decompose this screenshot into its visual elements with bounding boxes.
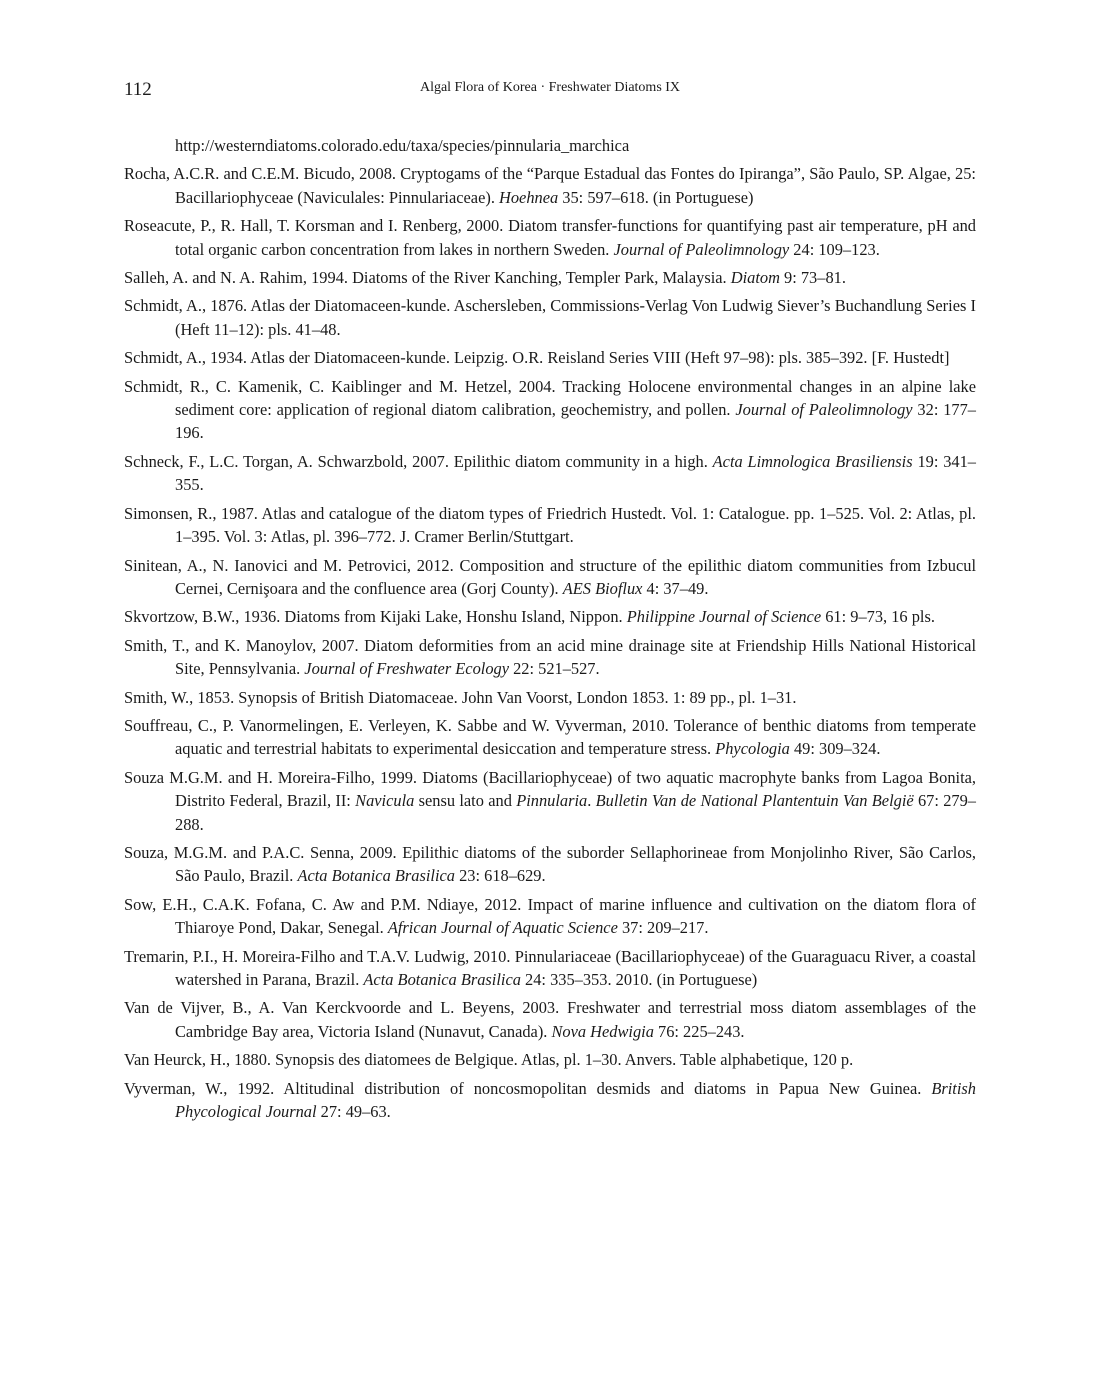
reference-entry [124,996,976,1043]
reference-text: 49: 309–324. [789,739,881,759]
reference-text: Schmidt, R., C. Kamenik, C. Kaiblinger and M. Hetzel, 2004. Tracking Holocene environmental changes in an alpine lake sediment core: application of regional diatom calibration, geochemistry, and pollen. [124,376,976,420]
reference-text: Van de Vijver, B., A. Van Kerckvoorde and L. Beyens, 2003. Freshwater and terrestrial moss diatom assemblages of the Cambridge Bay area, Victoria Island (Nunavut, Canada). [124,998,976,1041]
reference-text: Smith, W., 1853. Synopsis of British Diatomaceae. John Van Voorst, London 1853. 1: 89 pp., pl. 1–31. [124,687,797,707]
reference-italic-text: Pinnularia [516,791,588,811]
reference-entry [124,294,976,341]
reference-italic-text: Phycologia [715,739,790,759]
reference-italic-text: Journal of Paleolimnology [735,400,913,420]
reference-italic-text: AES Bioflux [562,578,643,598]
reference-text: 27: 49–63. [316,1102,391,1122]
reference-text: 61: 9–73, 16 pls. [821,607,935,627]
reference-italic-text: Acta Botanica Brasilica [363,970,521,989]
reference-italic-text: African Journal of Aquatic Science [387,918,618,938]
reference-entry [124,714,976,761]
reference-text: Vyverman, W., 1992. Altitudinal distribution of noncosmopolitan desmids and diatoms in Papua New Guinea. [124,1078,932,1098]
reference-text: Schneck, F., L.C. Torgan, A. Schwarzbold, 2007. Epilithic diatom community in a high. [124,451,713,471]
reference-entry [124,945,976,992]
reference-continuation [124,134,976,157]
reference-entry [124,554,976,601]
reference-entry [124,605,976,628]
reference-text: Schmidt, A., 1934. Atlas der Diatomaceen-kunde. Leipzig. O.R. Reisland Series VIII (Heft 97–98): pls. 385–392. [F. Hustedt] [124,348,950,368]
reference-entry [124,893,976,940]
reference-italic-text: Nova Hedwigia [551,1021,654,1041]
reference-text: 9: 73–81. [779,268,846,288]
reference-text: 24: 109–123. [789,239,880,259]
reference-text: sensu lato and [414,791,517,811]
reference-text: Simonsen, R., 1987. Atlas and catalogue of the diatom types of Friedrich Hustedt. Vol. 1: Catalogue. pp. 1–525. Vol. 2: Atlas, pl. 1–395. Vol. 3: Atlas, pl. 396–772. J. Cramer Berlin/Stuttgart. [124,503,976,547]
reference-italic-text: Philippine Journal of Science [626,607,822,627]
reference-text: Van Heurck, H., 1880. Synopsis des diatomees de Belgique. Atlas, pl. 1–30. Anvers. Table alphabetique, 120 p. [124,1050,854,1070]
page-number: 112 [124,79,152,100]
reference-text: Souza M.G.M. and H. Moreira-Filho, 1999. Diatoms (Bacillariophyceae) of two aquatic macrophyte banks from Lagoa Bonita, Distrito Federal, Brazil, II: [124,767,976,811]
reference-entry [124,686,976,709]
reference-entry [124,266,976,289]
reference-text: Skvortzow, B.W., 1936. Diatoms from Kijaki Lake, Honshu Island, Nippon. [124,607,627,627]
reference-text: 35: 597–618. (in Portuguese) [558,187,754,207]
reference-text: Salleh, A. and N. A. Rahim, 1994. Diatoms of the River Kanching, Templer Park, Malaysia. [124,268,731,288]
reference-text: Schmidt, A., 1876. Atlas der Diatomaceen-kunde. Aschersleben, Commissions-Verlag Von Ludwig Siever’s Buchandlung Series I (Heft 11–12): pls. 41–48. [124,296,976,339]
reference-italic-text: Bulletin Van de National Plantentuin Van België [595,791,914,811]
reference-text: 32: 177–196. [175,400,976,443]
reference-italic-text: Navicula [355,791,415,811]
reference-text: 24: 335–353. 2010. (in Portuguese) [520,970,758,989]
reference-italic-text: Journal of Freshwater Ecology [304,659,509,679]
reference-italic-text: Hoehnea [499,187,559,207]
reference-text: 19: 341–355. [175,451,977,495]
reference-text: Souffreau, C., P. Vanormelingen, E. Verleyen, K. Sabbe and W. Vyverman, 2010. Tolerance of benthic diatoms from temperate aquatic and terrestrial habitats to experimental desiccation and temperature stress. [124,715,976,759]
reference-text: Souza, M.G.M. and P.A.C. Senna, 2009. Epilithic diatoms of the suborder Sellaphorineae from Monjolinho River, São Carlos, São Paulo, Brazil. [124,842,976,886]
reference-entry [124,162,976,209]
reference-text: 37: 209–217. [617,918,709,938]
reference-text: Rocha, A.C.R. and C.E.M. Bicudo, 2008. Cryptogams of the “Parque Estadual das Fontes do Ipiranga”, São Paulo, SP. Algae, 25: Bacillariophyceae (Naviculales: Pinnulariaceae). [124,164,976,207]
reference-text: 4: 37–49. [642,578,709,598]
reference-list [124,134,976,1128]
reference-text: 22: 521–527. [509,659,600,679]
reference-italic-text: British Phycological Journal [175,1078,976,1122]
reference-italic-text: Journal of Paleolimnology [613,239,790,259]
reference-entry [124,634,976,681]
reference-italic-text: Diatom [730,268,780,288]
reference-text: Sow, E.H., C.A.K. Fofana, C. Aw and P.M. Ndiaye, 2012. Impact of marine influence and cultivation on the diatom flora of Thiaroye Pond, Dakar, Senegal. [124,894,976,938]
reference-entry [124,346,976,369]
reference-italic-text: Acta Limnologica Brasiliensis [712,451,913,471]
reference-entry [124,450,976,497]
reference-text: 67: 279–288. [175,791,976,834]
reference-text: . [587,791,596,811]
reference-text: Tremarin, P.I., H. Moreira-Filho and T.A.V. Ludwig, 2010. Pinnulariaceae (Bacillariophyceae) of the Guaraguacu River, a coastal watershed in Parana, Brazil. [124,946,976,989]
reference-text: Roseacute, P., R. Hall, T. Korsman and I. Renberg, 2000. Diatom transfer-functions for quantifying past air temperature, pH and total organic carbon concentration from lakes in northern Sweden. [124,216,976,259]
reference-text: Sinitean, A., N. Ianovici and M. Petrovici, 2012. Composition and structure of the epilithic diatom communities from Izbucul Cernei, Cernişoara and the confluence area (Gorj County). [124,555,976,598]
reference-entry [124,1077,976,1124]
running-head: Algal Flora of Korea · Freshwater Diatoms IX [419,80,681,95]
reference-text: http://westerndiatoms.colorado.edu/taxa/species/pinnularia_marchica [175,136,630,155]
reference-entry [124,502,976,549]
reference-entry [124,1048,976,1071]
reference-entry [124,375,976,445]
reference-text: Smith, T., and K. Manoylov, 2007. Diatom deformities from an acid mine drainage site at Friendship Hills National Historical Site, Pennsylvania. [124,635,976,679]
reference-text: 23: 618–629. [454,866,546,886]
reference-text: 76: 225–243. [653,1021,745,1041]
reference-entry [124,766,976,836]
reference-entry [124,214,976,261]
reference-italic-text: Acta Botanica Brasilica [297,866,455,886]
reference-entry [124,841,976,888]
